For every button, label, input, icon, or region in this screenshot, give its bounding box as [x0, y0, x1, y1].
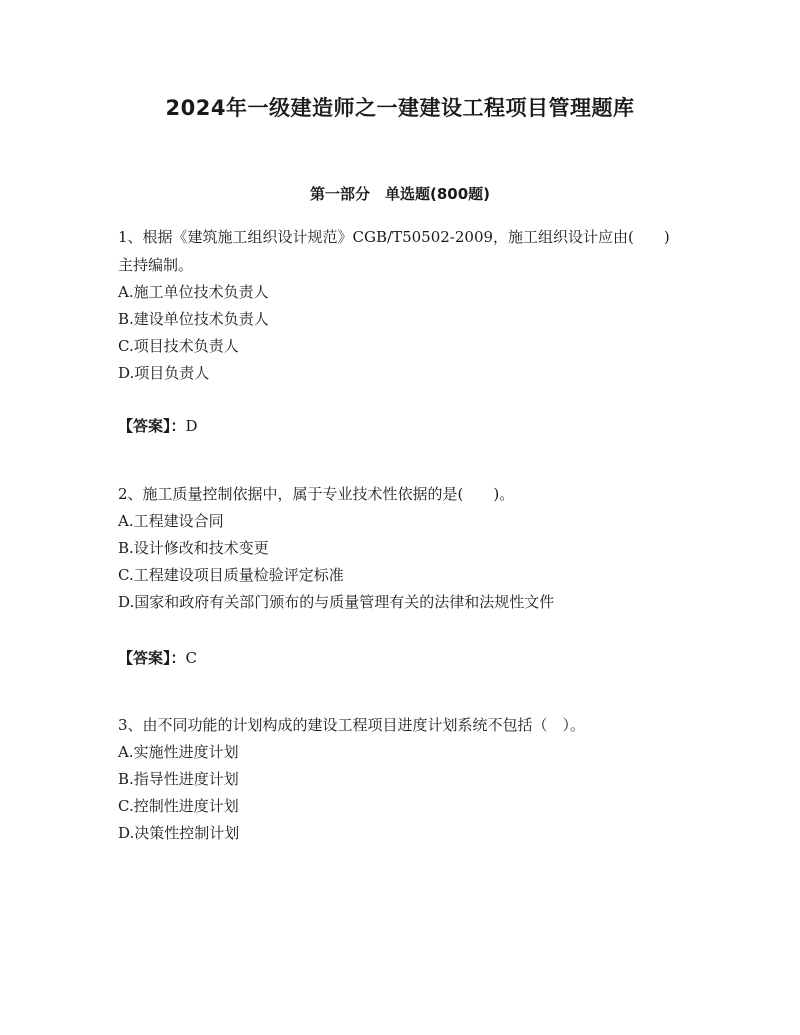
- question-1: [118, 223, 678, 387]
- question-1-option-a: A.施工单位技术负责人: [118, 283, 269, 301]
- question-2-option-c: C.工程建设项目质量检验评定标准: [118, 566, 344, 584]
- question-3-option-d: D.决策性控制计划: [118, 824, 240, 842]
- answer-value: D: [185, 417, 198, 435]
- question-2-option-a: A.工程建设合同: [118, 512, 224, 530]
- question-1-option-c: C.项目技术负责人: [118, 337, 239, 355]
- question-2-answer: [118, 644, 197, 672]
- answer-label: 【答案】：: [118, 649, 186, 667]
- answer-value: C: [185, 649, 197, 667]
- document-title: 2024年一级建造师之一建建设工程项目管理题库: [165, 96, 635, 120]
- question-3-option-a: A.实施性进度计划: [118, 743, 239, 761]
- question-3: [118, 711, 678, 847]
- question-1-option-b: B.建设单位技术负责人: [118, 310, 269, 328]
- question-3-option-b: B.指导性进度计划: [118, 770, 239, 788]
- question-2-stem: 2、施工质量控制依据中，属于专业技术性依据的是( )。: [118, 485, 515, 503]
- section-heading: 第一部分 单选题(800题): [309, 185, 491, 203]
- answer-label: 【答案】：: [118, 417, 186, 435]
- question-2-option-d: D.国家和政府有关部门颁布的与质量管理有关的法律和法规性文件: [118, 593, 555, 611]
- question-1-option-d: D.项目负责人: [118, 364, 210, 382]
- question-1-answer: [118, 412, 198, 440]
- question-1-stem: 1、根据《建筑施工组织设计规范》CGB/T50502-2009，施工组织设计应由( )主持编制。: [118, 228, 670, 274]
- question-2-option-b: B.设计修改和技术变更: [118, 539, 269, 557]
- question-2: [118, 480, 678, 616]
- question-3-stem: 3、由不同功能的计划构成的建设工程项目进度计划系统不包括（ ）。: [118, 716, 586, 734]
- question-3-option-c: C.控制性进度计划: [118, 797, 239, 815]
